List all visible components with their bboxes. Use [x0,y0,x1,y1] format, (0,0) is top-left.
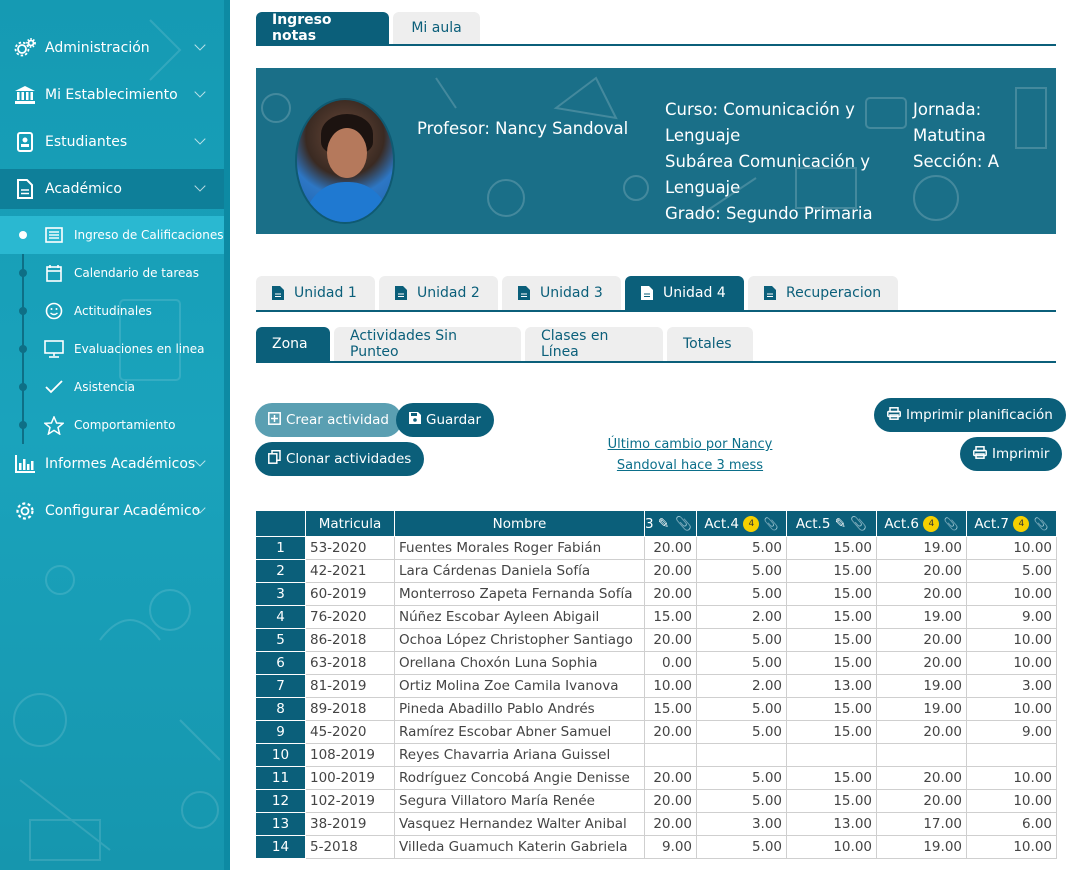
cell-act7[interactable]: 10.00 [967,790,1057,813]
cell-act5[interactable]: 15.00 [787,583,877,606]
cell-matricula: 45-2020 [306,721,395,744]
nav-item-informes-academicos[interactable] [0,444,224,484]
nav-item-mi-establecimiento[interactable] [0,75,224,115]
cell-nombre: Vasquez Hernandez Walter Anibal [395,813,645,836]
cell-act3[interactable]: 20.00 [645,560,697,583]
cell-act3[interactable]: 15.00 [645,698,697,721]
cell-nombre: Ochoa López Christopher Santiago [395,629,645,652]
cell-act4[interactable]: 3.00 [697,813,787,836]
cell-matricula: 108-2019 [306,744,395,767]
row-index: 11 [256,767,306,790]
cell-nombre: Ortiz Molina Zoe Camila Ivanova [395,675,645,698]
col-header-label: Act.6 [884,515,920,532]
table-row [256,606,1057,629]
crear-actividad-button[interactable] [255,403,402,437]
tab-recuperacion[interactable] [748,276,898,310]
cell-act7[interactable]: 6.00 [967,813,1057,836]
cell-act6[interactable]: 20.00 [877,767,967,790]
cell-act4[interactable]: 5.00 [697,652,787,675]
paperclip-icon[interactable]: 📎 [850,515,868,532]
cell-act5[interactable]: 15.00 [787,721,877,744]
col-header-label: Act.7 [974,515,1010,532]
sub-item-actitudinales[interactable] [0,292,224,330]
cell-act3[interactable]: 20.00 [645,790,697,813]
plus-square-icon [268,412,281,429]
cell-act7[interactable]: 5.00 [967,560,1057,583]
cell-act5[interactable]: 15.00 [787,537,877,560]
cell-act4[interactable]: 5.00 [697,629,787,652]
sub-item-label: Ingreso de Calificaciones [74,228,224,242]
cell-act6[interactable]: 20.00 [877,583,967,606]
cell-nombre: Orellana Choxón Luna Sophia [395,652,645,675]
table-row [256,583,1057,606]
cell-act5[interactable]: 10.00 [787,836,877,859]
imprimir-planificacion-button[interactable] [874,398,1066,432]
cell-matricula: 76-2020 [306,606,395,629]
nav-item-configurar-academico[interactable] [0,491,224,531]
clonar-actividades-button[interactable] [255,442,424,476]
tab-clases-en-linea[interactable]: Clases en Línea [525,327,663,361]
col-header-act3[interactable] [645,511,697,537]
banner-seccion: Sección: A [913,152,999,171]
cell-act4[interactable]: 5.00 [697,560,787,583]
cell-act7[interactable]: 9.00 [967,721,1057,744]
academico-submenu [0,216,224,444]
cell-nombre: Villeda Guamuch Katerin Gabriela [395,836,645,859]
sub-item-ingreso-calificaciones[interactable] [0,216,224,254]
file-icon [641,286,653,300]
cell-act6[interactable] [877,744,967,767]
row-index: 10 [256,744,306,767]
paperclip-icon[interactable]: 📎 [1033,516,1049,531]
cell-act3[interactable]: 20.00 [645,813,697,836]
guardar-button[interactable] [396,403,494,437]
row-index: 2 [256,560,306,583]
tab-label: Unidad 3 [540,285,603,301]
sub-item-label: Evaluaciones en linea [74,342,205,356]
table-row [256,560,1057,583]
cell-act6[interactable]: 20.00 [877,652,967,675]
cell-act4[interactable] [697,744,787,767]
avatar-shirt [305,182,389,224]
count-badge: 4 [743,516,759,532]
gears-icon [14,37,36,59]
tab-label: Unidad 1 [294,285,357,301]
cell-act3[interactable]: 9.00 [645,836,697,859]
paperclip-icon[interactable]: 📎 [675,515,692,532]
cell-act6[interactable]: 19.00 [877,675,967,698]
cell-nombre: Pineda Abadillo Pablo Andrés [395,698,645,721]
chevron-down-icon [194,39,205,50]
col-header-act6[interactable] [877,511,967,537]
cell-act4[interactable]: 5.00 [697,583,787,606]
table-row [256,767,1057,790]
cell-act5[interactable]: 15.00 [787,767,877,790]
banner-curso: Curso: Comunicación y Lenguaje [665,100,855,145]
bullet-dot [19,307,27,315]
cell-nombre: Segura Villatoro María Renée [395,790,645,813]
cell-nombre: Fuentes Morales Roger Fabián [395,537,645,560]
button-label: Crear actividad [286,412,389,428]
cell-act5[interactable]: 15.00 [787,698,877,721]
cell-matricula: 53-2020 [306,537,395,560]
cell-matricula: 102-2019 [306,790,395,813]
document-icon [14,178,36,200]
nav-item-estudiantes[interactable] [0,122,224,162]
paperclip-icon[interactable]: 📎 [943,516,959,531]
top-tabs-underline [256,44,1056,46]
cell-act3[interactable]: 0.00 [645,652,697,675]
button-label: Clonar actividades [286,451,412,467]
cell-act6[interactable]: 19.00 [877,836,967,859]
col-header-index [256,511,306,537]
chevron-down-icon [194,133,205,144]
cell-act7[interactable]: 10.00 [967,629,1057,652]
cell-act6[interactable]: 19.00 [877,698,967,721]
cell-matricula: 42-2021 [306,560,395,583]
bullet-dot [19,269,27,277]
bullet-dot [19,383,27,391]
edit-icon[interactable]: ✎ [834,515,847,532]
cell-act6[interactable]: 20.00 [877,721,967,744]
cell-act5[interactable]: 13.00 [787,813,877,836]
cell-act4[interactable]: 5.00 [697,721,787,744]
cell-act4[interactable]: 5.00 [697,836,787,859]
monitor-icon [44,339,64,359]
file-icon [518,286,530,300]
cell-act3[interactable]: 20.00 [645,721,697,744]
sidebar [0,0,230,870]
nav-item-academico[interactable] [0,169,224,209]
banner-subarea: Subárea Comunicación y Lenguaje [665,152,871,197]
cell-act4[interactable]: 5.00 [697,790,787,813]
cell-act5[interactable]: 15.00 [787,629,877,652]
top-tabs [256,12,480,44]
cell-act7[interactable]: 3.00 [967,675,1057,698]
bullet-dot [19,421,27,429]
count-badge: 4 [1013,516,1029,532]
cell-act6[interactable]: 20.00 [877,629,967,652]
table-row [256,652,1057,675]
cell-act7[interactable]: 9.00 [967,606,1057,629]
button-label: Imprimir planificación [906,407,1053,423]
tab-unidad-2[interactable] [379,276,498,310]
banner-jornada: Jornada: Matutina [913,100,986,145]
cell-act4[interactable]: 2.00 [697,606,787,629]
cell-act3[interactable] [645,744,697,767]
cell-matricula: 89-2018 [306,698,395,721]
cell-matricula: 100-2019 [306,767,395,790]
save-icon [409,412,421,428]
paperclip-icon[interactable]: 📎 [763,516,779,531]
grades-table [255,510,1057,859]
col-header-matricula: Matricula [306,511,395,537]
tab-label: Unidad 2 [417,285,480,301]
tab-label: Recuperacion [786,285,882,301]
main-content [230,0,1082,870]
col-header-act5[interactable] [787,511,877,537]
cell-act3[interactable]: 20.00 [645,537,697,560]
unit-tabs-underline [256,310,1056,312]
cell-act6[interactable]: 17.00 [877,813,967,836]
row-index: 1 [256,537,306,560]
table-row [256,813,1057,836]
tab-unidad-3[interactable] [502,276,621,310]
cell-nombre: Monterroso Zapeta Fernanda Sofía [395,583,645,606]
row-index: 8 [256,698,306,721]
cell-act7[interactable]: 10.00 [967,583,1057,606]
nav-label: Informes Académicos [45,456,196,472]
list-icon [44,225,64,245]
col-header-label: Act.5 [795,515,831,532]
ultimo-cambio-link[interactable]: Último cambio por Nancy Sandoval hace 3 mess [607,437,773,473]
row-index: 12 [256,790,306,813]
file-icon [764,286,776,300]
bullet-dot [19,231,27,239]
cell-act4[interactable]: 2.00 [697,675,787,698]
table-row [256,629,1057,652]
sub-item-asistencia[interactable] [0,368,224,406]
button-label: Guardar [426,412,481,428]
chevron-down-icon [194,180,205,191]
tab-label: Unidad 4 [663,285,726,301]
edit-icon[interactable]: ✎ [657,515,670,532]
cell-nombre: Lara Cárdenas Daniela Sofía [395,560,645,583]
tab-unidad-4[interactable] [625,276,744,310]
cell-act5[interactable]: 15.00 [787,790,877,813]
cell-act7[interactable]: 10.00 [967,698,1057,721]
cell-act6[interactable]: 20.00 [877,560,967,583]
tab-zona[interactable]: Zona [256,327,330,361]
row-index: 13 [256,813,306,836]
cell-act4[interactable]: 5.00 [697,698,787,721]
sub-item-label: Asistencia [74,380,136,394]
count-badge: 4 [923,516,939,532]
table-row [256,675,1057,698]
tab-actividades-sin-punteo[interactable]: Actividades Sin Punteo [334,327,521,361]
cell-act7[interactable]: 10.00 [967,537,1057,560]
cell-act4[interactable]: 5.00 [697,537,787,560]
tab-unidad-1[interactable] [256,276,375,310]
row-index: 6 [256,652,306,675]
nav-label: Mi Establecimiento [45,87,178,103]
sub-tabs-underline [256,361,1056,363]
chevron-down-icon [194,86,205,97]
bar-chart-icon [14,453,36,475]
cell-act3[interactable]: 20.00 [645,583,697,606]
nav-label: Configurar Académico [45,503,201,519]
file-icon [395,286,407,300]
table-row [256,790,1057,813]
sub-item-label: Comportamiento [74,418,176,432]
cell-act7[interactable]: 10.00 [967,767,1057,790]
institution-icon [14,84,36,106]
banner-grado: Grado: Segundo Primaria [665,204,873,223]
row-index: 14 [256,836,306,859]
cell-act6[interactable]: 19.00 [877,606,967,629]
print-icon [973,446,987,463]
sub-item-evaluaciones-linea[interactable] [0,330,224,368]
table-header-row [256,511,1057,537]
table-row [256,836,1057,859]
cell-matricula: 5-2018 [306,836,395,859]
button-label: Imprimir [992,446,1050,462]
cell-nombre: Reyes Chavarria Ariana Guissel [395,744,645,767]
col-header-act7[interactable] [967,511,1057,537]
sub-item-comportamiento[interactable] [0,406,224,444]
cell-nombre: Núñez Escobar Ayleen Abigail [395,606,645,629]
check-icon [44,377,64,397]
table-row [256,537,1057,560]
row-index: 4 [256,606,306,629]
cell-act5[interactable] [787,744,877,767]
bullet-dot [19,345,27,353]
sub-item-calendario-tareas[interactable] [0,254,224,292]
tab-totales[interactable]: Totales [667,327,753,361]
cell-nombre: Ramírez Escobar Abner Samuel [395,721,645,744]
avatar-face [327,128,367,178]
sub-item-label: Calendario de tareas [74,266,199,280]
cell-act5[interactable]: 15.00 [787,606,877,629]
tab-mi-aula[interactable]: Mi aula [393,12,480,44]
file-icon [272,286,284,300]
cell-nombre: Rodríguez Concobá Angie Denisse [395,767,645,790]
cell-act4[interactable]: 5.00 [697,767,787,790]
sub-tabs [256,327,753,361]
col-header-label: 3 [645,515,654,532]
cell-act5[interactable]: 15.00 [787,652,877,675]
cell-act3[interactable]: 10.00 [645,675,697,698]
table-body [256,537,1057,859]
cell-act7[interactable]: 10.00 [967,652,1057,675]
imprimir-button[interactable] [960,437,1062,471]
col-header-nombre: Nombre [395,511,645,537]
nav-item-administracion[interactable] [0,28,224,68]
sub-item-label: Actitudinales [74,304,152,318]
teacher-banner [256,68,1056,234]
table-row [256,721,1057,744]
teacher-avatar [295,98,395,224]
copy-icon [268,450,281,468]
nav-label: Académico [45,181,122,197]
smile-icon [44,301,64,321]
cell-act7[interactable]: 10.00 [967,836,1057,859]
col-header-act4[interactable] [697,511,787,537]
cell-act6[interactable]: 20.00 [877,790,967,813]
cell-act5[interactable]: 13.00 [787,675,877,698]
star-icon [44,415,64,435]
print-icon [887,407,901,424]
banner-profesor: Profesor: Nancy Sandoval [417,119,629,138]
id-card-icon [14,131,36,153]
cell-act3[interactable]: 15.00 [645,606,697,629]
tab-ingreso-notas[interactable]: Ingreso notas [256,12,389,44]
calendar-icon [44,263,64,283]
nav-label: Estudiantes [45,134,128,150]
nav-label: Administración [45,40,150,56]
cell-act3[interactable]: 20.00 [645,767,697,790]
cell-act7[interactable] [967,744,1057,767]
cell-act3[interactable]: 20.00 [645,629,697,652]
col-header-label: Act.4 [704,515,740,532]
table-row [256,698,1057,721]
row-index: 3 [256,583,306,606]
cell-act6[interactable]: 19.00 [877,537,967,560]
table-row [256,744,1057,767]
cell-matricula: 81-2019 [306,675,395,698]
cell-matricula: 86-2018 [306,629,395,652]
gear-icon [14,500,36,522]
chevron-down-icon [194,455,205,466]
cell-act5[interactable]: 15.00 [787,560,877,583]
row-index: 5 [256,629,306,652]
unit-tabs [256,276,898,310]
row-index: 7 [256,675,306,698]
cell-matricula: 38-2019 [306,813,395,836]
cell-matricula: 63-2018 [306,652,395,675]
row-index: 9 [256,721,306,744]
cell-matricula: 60-2019 [306,583,395,606]
